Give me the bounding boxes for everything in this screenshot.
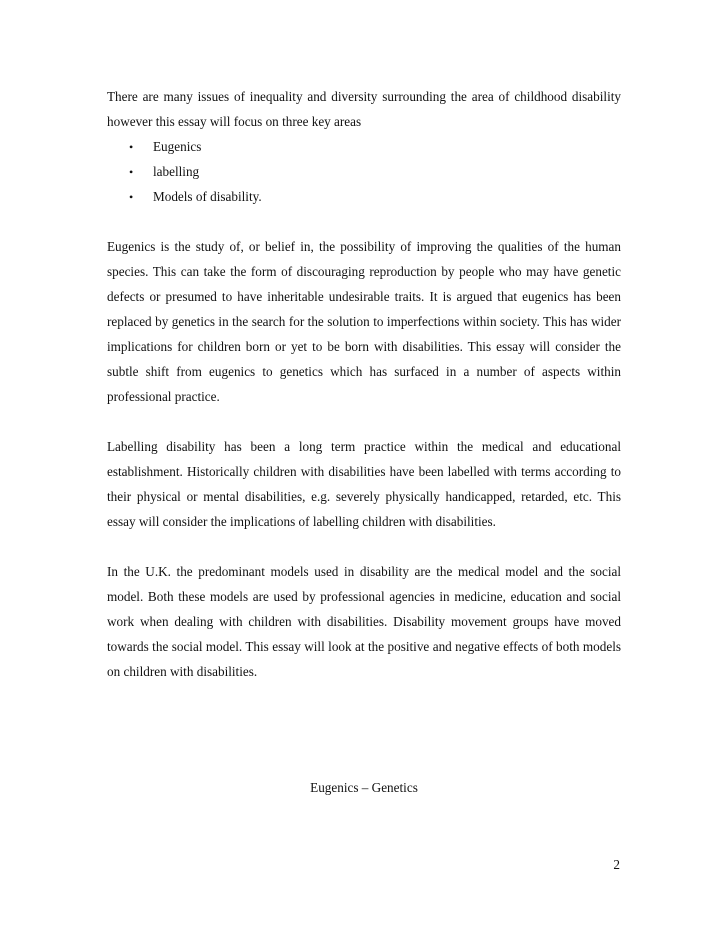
list-item-label: labelling	[153, 164, 200, 179]
bullet-icon: •	[129, 190, 134, 204]
list-item	[129, 159, 621, 184]
list-item	[129, 184, 621, 209]
eugenics-paragraph: Eugenics is the study of, or belief in, the possibility of improving the qualities of the human species. This can take the form of discouraging reproduction by people who may have genetic defects or presumed to have inheritable undesirable traits. It is argued that eugenics has been replaced by genetics in the search for the solution to imperfections within society. This has wider implications for children born or yet to be born with disabilities. This essay will consider the subtle shift from eugenics to genetics which has surfaced in a number of aspects within professional practice.	[107, 239, 621, 404]
list-item-label: Eugenics	[153, 139, 202, 154]
models-paragraph: In the U.K. the predominant models used in disability are the medical model and the social model. Both these models are used by professional agencies in medicine, education and social work when dealing with children with disabilities. Disability movement groups have moved towards the social model. This essay will look at the positive and negative effects of both models on children with disabilities.	[107, 564, 621, 679]
bullet-icon: •	[129, 165, 134, 179]
list-item	[129, 134, 621, 159]
paragraph-spacer	[107, 534, 621, 559]
page-number: 2	[613, 857, 620, 872]
list-item-label: Models of disability.	[153, 189, 262, 204]
key-areas-list	[107, 134, 621, 209]
body-text	[107, 84, 621, 684]
section-heading: Eugenics – Genetics	[310, 780, 418, 795]
paragraph-spacer	[107, 409, 621, 434]
intro-paragraph: There are many issues of inequality and diversity surrounding the area of childhood disability however this essay will focus on three key areas	[107, 89, 621, 129]
labelling-paragraph: Labelling disability has been a long term practice within the medical and educational establishment. Historically children with disabilities have been labelled with terms according to their physical or mental disabilities, e.g. severely physically handicapped, retarded, etc. This essay will consider the implications of labelling children with disabilities.	[107, 439, 621, 529]
bullet-icon: •	[129, 140, 134, 154]
paragraph-spacer	[107, 209, 621, 234]
